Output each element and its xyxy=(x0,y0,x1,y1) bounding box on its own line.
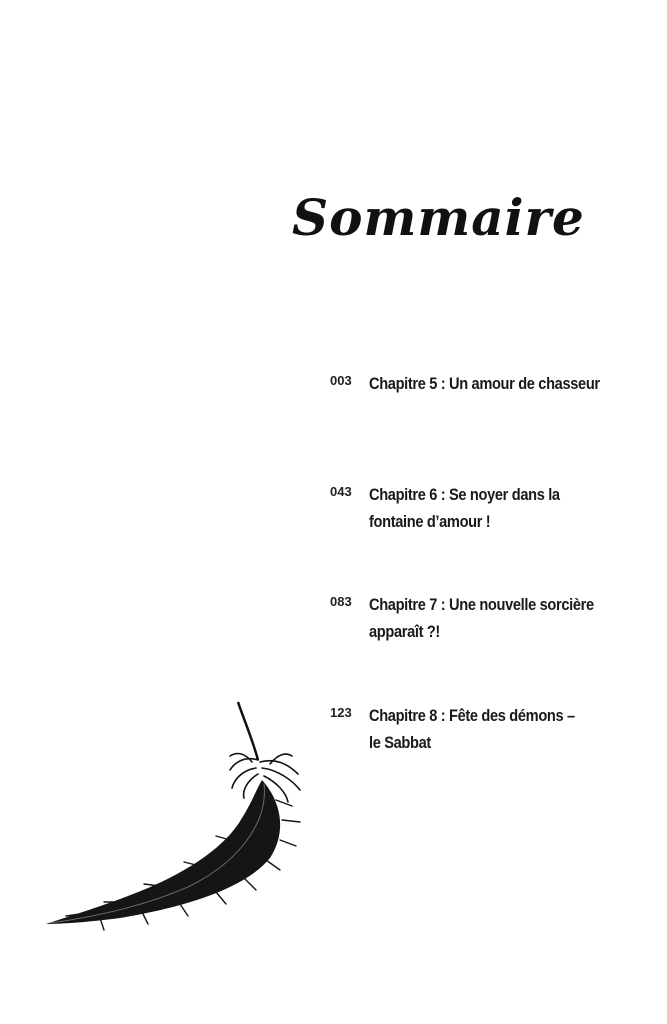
chapter-title xyxy=(369,481,614,535)
chapter-title xyxy=(369,702,614,756)
chapter-title-line: fontaine d’amour ! xyxy=(369,512,491,531)
chapter-title-line: le Sabbat xyxy=(369,733,431,752)
chapter-title-line: Chapitre 8 : Fête des démons – xyxy=(369,706,575,725)
page-title: Sommaire xyxy=(292,188,585,247)
page-number: 083 xyxy=(330,594,352,609)
feather-icon xyxy=(30,690,320,950)
chapter-title xyxy=(369,591,614,645)
page-number: 043 xyxy=(330,484,352,499)
chapter-title-line: Chapitre 6 : Se noyer dans la xyxy=(369,485,560,504)
chapter-title xyxy=(369,370,614,397)
chapter-title-line: Chapitre 7 : Une nouvelle sorcière xyxy=(369,595,594,614)
chapter-title-line: apparaît ?! xyxy=(369,622,440,641)
page-number: 123 xyxy=(330,705,352,720)
page-number: 003 xyxy=(330,373,352,388)
chapter-title-line: Chapitre 5 : Un amour de chasseur xyxy=(369,374,600,393)
